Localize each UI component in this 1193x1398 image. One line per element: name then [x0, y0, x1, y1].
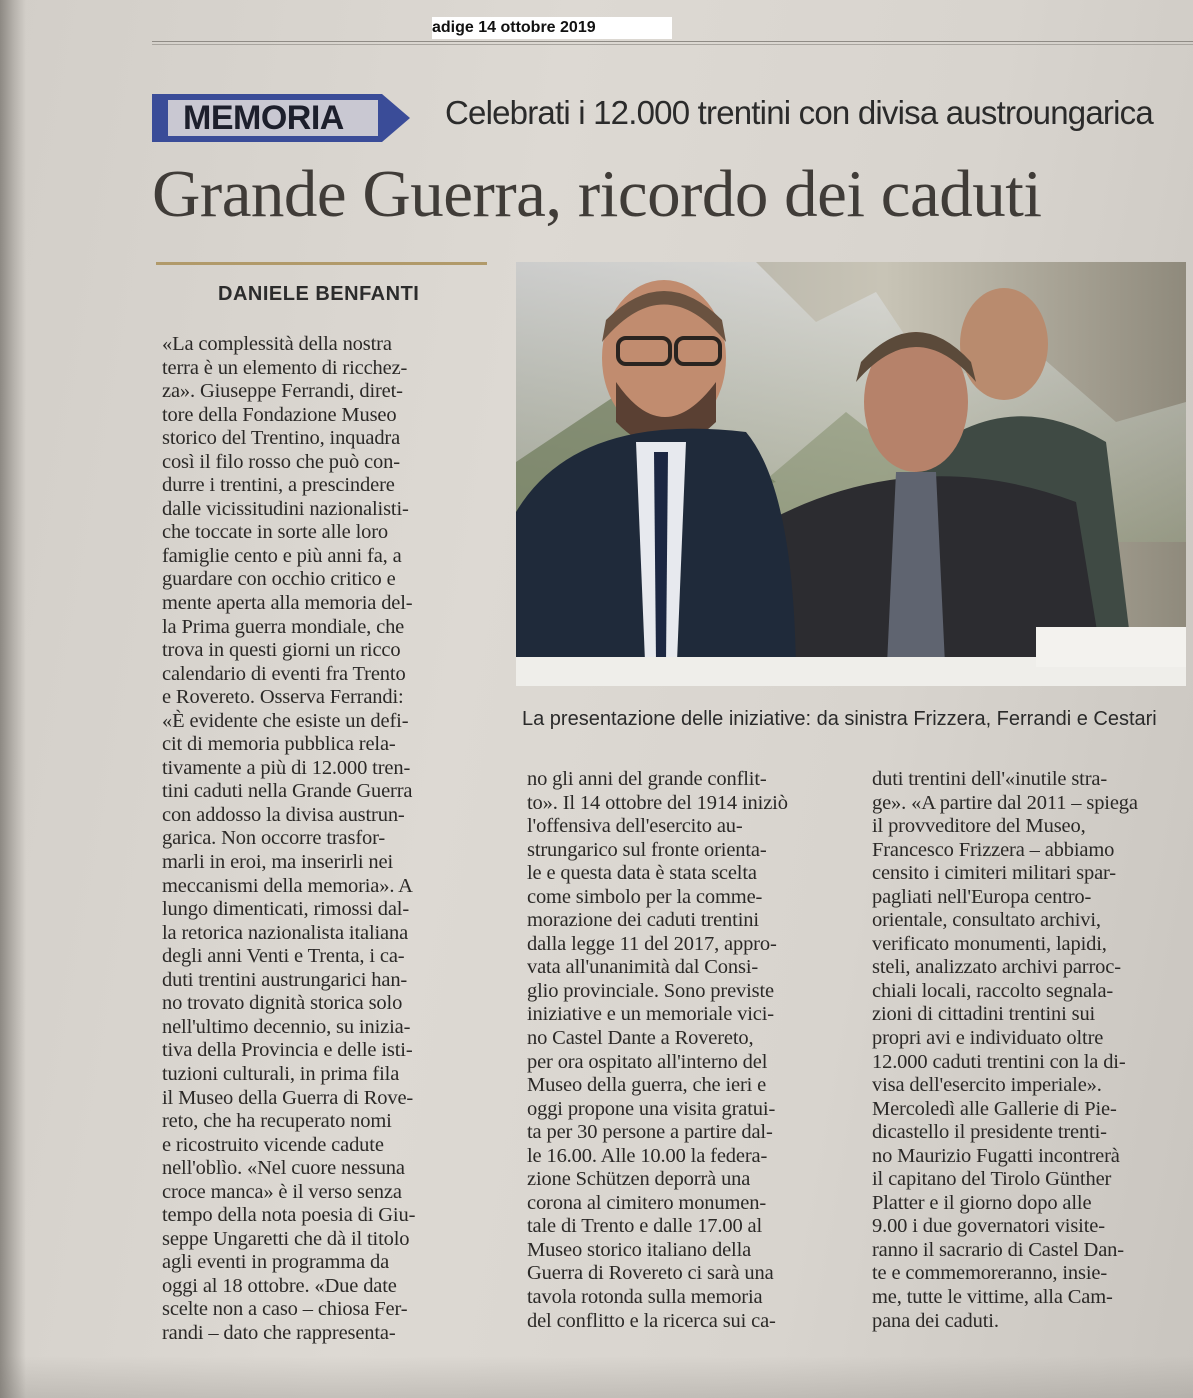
- article-line: del conflitto e la ricerca sui ca-: [527, 1309, 776, 1332]
- article-photo: [516, 262, 1186, 686]
- article-line: nell'oblìo. «Nel cuore nessuna: [162, 1157, 405, 1180]
- article-line: seppe Ungaretti che dà il titolo: [162, 1227, 410, 1250]
- article-line: tavola rotonda sulla memoria: [527, 1286, 763, 1309]
- byline-rule: [156, 262, 487, 265]
- section-tag: [152, 94, 410, 142]
- article-line: come simbolo per la comme-: [527, 885, 763, 908]
- article-line: duti trentini austrungarici han-: [162, 968, 408, 991]
- article-line: il provveditore del Museo,: [872, 815, 1086, 838]
- top-rule-secondary: [152, 44, 1193, 45]
- article-line: ta per 30 persone a partire dal-: [527, 1121, 773, 1144]
- article-line: duti trentini dell'«inutile stra-: [872, 768, 1108, 790]
- article-line: za». Giuseppe Ferrandi, diret-: [162, 380, 403, 403]
- article-line: la retorica nazionalista italiana: [162, 921, 409, 944]
- article-line: agli eventi in programma da: [162, 1251, 390, 1274]
- article-line: terra è un elemento di ricchez-: [162, 356, 408, 379]
- article-line: Guerra di Rovereto ci sarà una: [527, 1262, 774, 1285]
- article-line: scelte non a caso – chiosa Fer-: [162, 1298, 408, 1321]
- article-line: Mercoledì alle Gallerie di Pie-: [872, 1097, 1117, 1120]
- article-line: famiglie cento e più anni fa, a: [162, 544, 402, 567]
- article-line: randi – dato che rappresenta-: [162, 1321, 396, 1344]
- article-line: l'offensiva dell'esercito au-: [527, 815, 743, 838]
- kicker: Celebrati i 12.000 trentini con divisa austroungarica: [445, 94, 1153, 131]
- article-line: to». Il 14 ottobre del 1914 iniziò: [527, 791, 788, 814]
- article-line: mente aperta alla memoria del-: [162, 592, 413, 615]
- article-line: nell'ultimo decennio, su inizia-: [162, 1015, 411, 1038]
- article-line: guardare con occhio critico e: [162, 568, 396, 591]
- article-line: tini caduti nella Grande Guerra: [162, 780, 413, 803]
- page-fold-shadow: [0, 0, 26, 1398]
- article-line: tiva della Provincia e delle isti-: [162, 1039, 413, 1062]
- article-line: per ora ospitato all'interno del: [527, 1050, 768, 1073]
- article-line: e Rovereto. Osserva Ferrandi:: [162, 686, 404, 709]
- article-line: tivamente a più di 12.000 tren-: [162, 756, 411, 779]
- article-line: il capitano del Tirolo Günther: [872, 1168, 1112, 1191]
- article-line: visa dell'esercito imperiale».: [872, 1074, 1102, 1097]
- article-line: la Prima guerra mondiale, che: [162, 615, 405, 638]
- article-line: così il filo rosso che può con-: [162, 450, 400, 473]
- article-line: ge». «A partire dal 2011 – spiega: [872, 791, 1138, 814]
- article-line: le e questa data è stata scelta: [527, 862, 757, 885]
- article-line: no trovato dignità storica solo: [162, 992, 403, 1015]
- article-line: Museo della guerra, che ieri e: [527, 1074, 767, 1097]
- article-line: garica. Non occorre trasfor-: [162, 827, 386, 850]
- article-line: Museo storico italiano della: [527, 1238, 752, 1261]
- article-line: 9.00 i due governatori visite-: [872, 1215, 1105, 1238]
- article-line: me, tutte le vittime, alla Cam-: [872, 1286, 1113, 1309]
- press-conference-photo: [516, 262, 1186, 686]
- article-line: dicastello il presidente trenti-: [872, 1121, 1107, 1144]
- source-label: adige 14 ottobre 2019: [432, 17, 672, 39]
- article-line: propri avi e individuato oltre: [872, 1027, 1104, 1050]
- article-line: Francesco Frizzera – abbiamo: [872, 838, 1115, 861]
- article-line: glio provinciale. Sono previste: [527, 979, 774, 1002]
- article-line: strungarico sul fronte orienta-: [527, 838, 767, 861]
- article-line: tale di Trento e dalle 17.00 al: [527, 1215, 763, 1238]
- article-line: il Museo della Guerra di Rove-: [162, 1086, 414, 1109]
- article-line: e ricostruito vicende cadute: [162, 1133, 384, 1156]
- article-line: durre i trentini, a prescindere: [162, 474, 395, 497]
- byline: DANIELE BENFANTI: [218, 283, 420, 305]
- article-line: dalle vicissitudini nazionalisti-: [162, 497, 409, 520]
- article-line: tempo della nota poesia di Giu-: [162, 1204, 416, 1227]
- article-line: oggi al 18 ottobre. «Due date: [162, 1274, 397, 1297]
- article-line: marli in eroi, ma inserirli nei: [162, 851, 394, 874]
- article-line: tuzioni culturali, in prima fila: [162, 1062, 400, 1085]
- article-line: pana dei caduti.: [872, 1309, 999, 1332]
- page-bottom-shadow: [0, 1356, 1193, 1398]
- article-line: lungo dimenticati, rimossi dal-: [162, 898, 410, 921]
- article-line: ranno il sacrario di Castel Dan-: [872, 1238, 1124, 1261]
- article-line: che toccate in sorte alle loro: [162, 521, 389, 544]
- article-column-3: [872, 768, 1187, 1333]
- photo-caption: La presentazione delle iniziative: da sinistra Frizzera, Ferrandi e Cestari: [522, 708, 1157, 730]
- article-line: storico del Trentino, inquadra: [162, 427, 401, 450]
- article-line: degli anni Venti e Trenta, i ca-: [162, 945, 405, 968]
- article-line: calendario di eventi fra Trento: [162, 662, 406, 685]
- article-line: oggi propone una visita gratui-: [527, 1097, 776, 1120]
- article-line: con addosso la divisa austrun-: [162, 803, 405, 826]
- article-line: te e commemoreranno, insie-: [872, 1262, 1108, 1285]
- article-line: no Castel Dante a Rovereto,: [527, 1027, 754, 1050]
- article-line: corona al cimitero monumen-: [527, 1191, 767, 1214]
- article-line: «La complessità della nostra: [162, 333, 392, 355]
- article-line: trova in questi giorni un ricco: [162, 639, 401, 662]
- article-line: iniziative e un memoriale vici-: [527, 1003, 774, 1026]
- article-line: tore della Fondazione Museo: [162, 403, 397, 426]
- article-line: Platter e il giorno dopo alle: [872, 1191, 1092, 1214]
- article-column-1: [162, 333, 492, 1346]
- article-line: chiali locali, raccolto segnala-: [872, 979, 1114, 1002]
- article-line: orientale, consultato archivi,: [872, 909, 1101, 932]
- article-line: verificato monumenti, lapidi,: [872, 932, 1107, 955]
- article-line: 12.000 caduti trentini con la di-: [872, 1050, 1126, 1073]
- section-tag-label: MEMORIA: [183, 99, 344, 137]
- article-line: vata all'unanimità dal Consi-: [527, 956, 759, 979]
- article-line: croce manca» è il verso senza: [162, 1180, 402, 1203]
- article-line: censito i cimiteri militari spar-: [872, 862, 1116, 885]
- article-column-2: [527, 768, 857, 1333]
- top-rule: [152, 41, 1193, 42]
- article-line: steli, analizzato archivi parroc-: [872, 956, 1121, 979]
- headline: Grande Guerra, ricordo dei caduti: [152, 157, 1042, 231]
- article-line: no Maurizio Fugatti incontrerà: [872, 1144, 1120, 1167]
- article-line: pagliati nell'Europa centro-: [872, 885, 1092, 908]
- article-line: zione Schützen deporrà una: [527, 1168, 751, 1191]
- article-line: «È evidente che esiste un defi-: [162, 709, 409, 732]
- article-line: morazione dei caduti trentini: [527, 909, 759, 932]
- article-line: no gli anni del grande conflit-: [527, 768, 767, 790]
- article-line: cit di memoria pubblica rela-: [162, 733, 396, 756]
- article-line: le 16.00. Alle 10.00 la federa-: [527, 1144, 768, 1167]
- article-line: zioni di cittadini trentini sui: [872, 1003, 1096, 1026]
- article-line: reto, che ha recuperato nomi: [162, 1110, 392, 1133]
- article-line: dalla legge 11 del 2017, appro-: [527, 932, 777, 955]
- article-line: meccanismi della memoria». A: [162, 874, 413, 897]
